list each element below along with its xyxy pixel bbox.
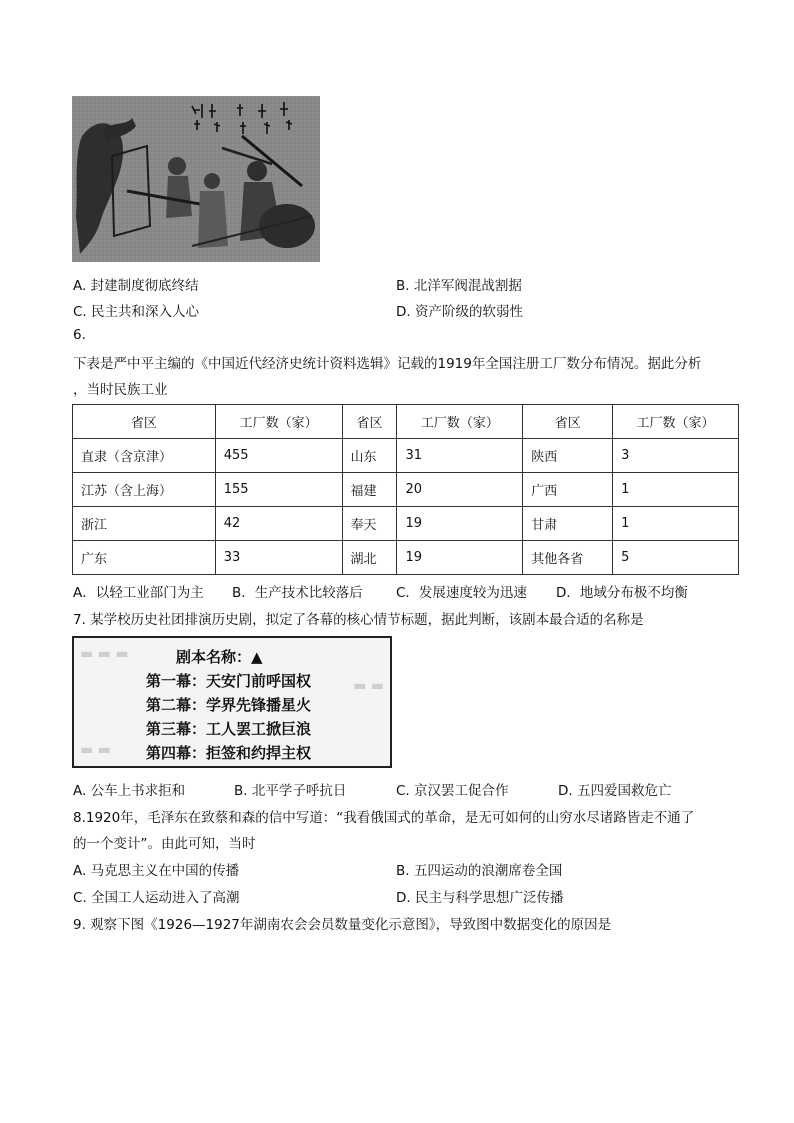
table-cell: 3	[613, 439, 739, 473]
q8-stem-line1: 8.1920年，毛泽东在致蔡和森的信中写道：“我看俄国式的革命，是无可如何的山穷水尽诸路皆走不通了	[73, 810, 695, 826]
table-header: 省区	[73, 405, 216, 439]
table-cell: 42	[215, 507, 342, 541]
q8-stem-line2: 的一个变计”。由此可知，当时	[73, 836, 256, 852]
script-act-4: 第四幕：拒签和约捍主权	[146, 744, 312, 762]
bleed-through-text: ▬ ▬ ▬	[80, 646, 129, 662]
script-act-2: 第二幕：学界先锋播星火	[146, 696, 312, 714]
table-cell: 1	[613, 473, 739, 507]
bleed-through-text: ▬ ▬	[80, 742, 111, 758]
q7-option-d[interactable]: D. 五四爱国救危亡	[558, 783, 672, 799]
table-cell: 湖北	[342, 541, 397, 575]
q6-option-c[interactable]: C．发展速度较为迅速	[396, 585, 527, 601]
q7-option-b[interactable]: B. 北平学子呼抗日	[234, 783, 347, 799]
q7-option-a[interactable]: A. 公车上书求拒和	[73, 783, 186, 799]
q5-option-b[interactable]: B. 北洋军阀混战割据	[396, 278, 522, 294]
factory-distribution-table	[72, 404, 739, 575]
table-cell: 甘肃	[523, 507, 613, 541]
table-cell: 其他各省	[523, 541, 613, 575]
table-cell: 155	[215, 473, 342, 507]
q5-option-d-wrap	[396, 300, 523, 320]
script-title-box	[72, 636, 392, 768]
q8-option-c[interactable]: C. 全国工人运动进入了高潮	[73, 890, 240, 906]
table-row	[73, 473, 739, 507]
q8-option-a[interactable]: A. 马克思主义在中国的传播	[73, 863, 240, 879]
q5-option-c[interactable]: C. 民主共和深入人心	[73, 304, 200, 320]
historical-cartoon-image	[72, 96, 320, 262]
table-cell: 33	[215, 541, 342, 575]
script-act-3: 第三幕：工人罢工掀巨浪	[146, 720, 312, 738]
q7-stem: 7. 某学校历史社团排演历史剧，拟定了各幕的核心情节标题，据此判断，该剧本最合适的名称是	[73, 612, 644, 628]
table-cell: 直隶（含京津）	[73, 439, 216, 473]
table-row	[73, 541, 739, 575]
table-cell: 江苏（含上海）	[73, 473, 216, 507]
table-cell: 浙江	[73, 507, 216, 541]
table-cell: 20	[397, 473, 523, 507]
q6-number: 6.	[73, 327, 86, 343]
q6-stem-line2: ，当时民族工业	[73, 382, 168, 398]
table-cell: 5	[613, 541, 739, 575]
table-cell: 福建	[342, 473, 397, 507]
q9-stem: 9. 观察下图《1926—1927年湖南农会会员数量变化示意图》，导致图中数据变化的原因是	[73, 917, 612, 933]
q6-stem-line1: 下表是严中平主编的《中国近代经济史统计资料选辑》记载的1919年全国注册工厂数分布情况。据此分析	[73, 356, 702, 372]
table-cell: 19	[397, 541, 523, 575]
table-cell: 广西	[523, 473, 613, 507]
q5-option-a[interactable]: A. 封建制度彻底终结	[73, 278, 199, 294]
table-cell: 1	[613, 507, 739, 541]
cartoon-drawing	[72, 96, 320, 262]
table-row	[73, 507, 739, 541]
table-header: 省区	[523, 405, 613, 439]
q5-option-b-wrap	[396, 274, 522, 294]
table-cell: 山东	[342, 439, 397, 473]
table-header-row	[73, 405, 739, 439]
table-cell: 455	[215, 439, 342, 473]
table-cell: 奉天	[342, 507, 397, 541]
q5-options-row2	[73, 300, 199, 320]
table-cell: 广东	[73, 541, 216, 575]
q8-option-b[interactable]: B. 五四运动的浪潮席卷全国	[396, 863, 563, 879]
q5-option-d[interactable]: D. 资产阶级的软弱性	[396, 304, 523, 320]
table-header: 工厂数（家）	[215, 405, 342, 439]
table-row	[73, 439, 739, 473]
table-cell: 31	[397, 439, 523, 473]
q7-option-c[interactable]: C. 京汉罢工促合作	[396, 783, 509, 799]
q6-option-d[interactable]: D．地域分布极不均衡	[556, 585, 688, 601]
q5-options-row1	[73, 274, 199, 294]
q6-option-b[interactable]: B．生产技术比较落后	[232, 585, 363, 601]
table-cell: 陕西	[523, 439, 613, 473]
q8-option-d[interactable]: D. 民主与科学思想广泛传播	[396, 890, 564, 906]
table-cell: 19	[397, 507, 523, 541]
table-header: 工厂数（家）	[397, 405, 523, 439]
bleed-through-text: ▬ ▬	[353, 678, 384, 694]
script-title: 剧本名称：▲	[176, 648, 263, 666]
table-header: 省区	[342, 405, 397, 439]
script-act-1: 第一幕：天安门前呼国权	[146, 672, 312, 690]
q6-option-a[interactable]: A．以轻工业部门为主	[73, 585, 204, 601]
table-header: 工厂数（家）	[613, 405, 739, 439]
